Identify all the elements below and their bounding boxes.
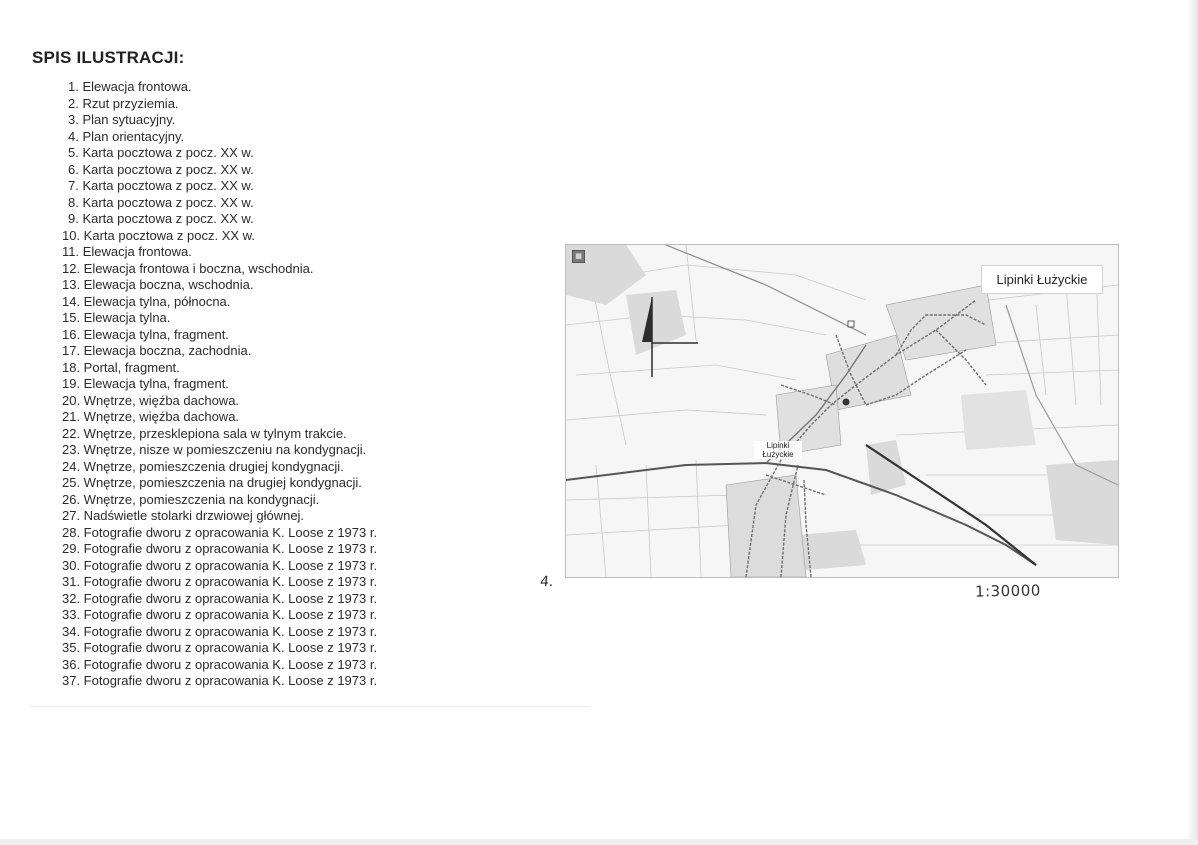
list-item: 9. Karta pocztowa z pocz. XX w.	[68, 211, 254, 226]
scan-edge-bottom	[0, 839, 1198, 845]
list-item: 13. Elewacja boczna, wschodnia.	[62, 277, 254, 292]
list-item: 31. Fotografie dworu z opracowania K. Loose z 1973 r.	[62, 574, 378, 589]
list-item: 32. Fotografie dworu z opracowania K. Loose z 1973 r.	[62, 590, 378, 606]
list-item: 27. Nadświetle stolarki drzwiowej głównej.	[62, 508, 305, 523]
list-item: 18. Portal, fragment.	[62, 359, 180, 375]
list-item: 35. Fotografie dworu z opracowania K. Loose z 1973 r.	[62, 640, 378, 655]
map-scale: 1:30000	[974, 581, 1041, 601]
map-graphic	[566, 245, 1118, 577]
faint-scan-line	[30, 706, 590, 707]
list-item: 20. Wnętrze, więźba dachowa.	[62, 392, 240, 408]
list-item: 11. Elewacja frontowa.	[62, 244, 192, 259]
list-item: 25. Wnętrze, pomieszczenia na drugiej kondygnacji.	[62, 475, 362, 490]
page-title: SPIS ILUSTRACJI:	[32, 48, 185, 67]
list-item: 21. Wnętrze, więźba dachowa.	[62, 409, 240, 424]
list-item: 2. Rzut przyziemia.	[68, 95, 179, 111]
list-item: 30. Fotografie dworu z opracowania K. Loose z 1973 r.	[62, 557, 378, 573]
list-item: 3. Plan sytuacyjny.	[68, 112, 176, 127]
list-item: 19. Elewacja tylna, fragment.	[62, 376, 229, 391]
list-item: 23. Wnętrze, nisze w pomieszczeniu na kondygnacji.	[62, 442, 367, 457]
list-item: 29. Fotografie dworu z opracowania K. Loose z 1973 r.	[62, 541, 378, 556]
list-item: 28. Fotografie dworu z opracowania K. Loose z 1973 r.	[62, 524, 378, 540]
church-marker	[843, 399, 850, 406]
list-item: 36. Fotografie dworu z opracowania K. Loose z 1973 r.	[62, 656, 378, 672]
list-item: 4. Plan orientacyjny.	[68, 128, 185, 144]
figure-number: 4.	[539, 574, 555, 590]
list-item: 10. Karta pocztowa z pocz. XX w.	[62, 227, 255, 243]
list-item: 12. Elewacja frontowa i boczna, wschodnia.	[62, 260, 314, 276]
list-item: 14. Elewacja tylna, północna.	[62, 293, 231, 309]
map-town-label-line2: Łużyckie	[762, 450, 794, 459]
list-item: 34. Fotografie dworu z opracowania K. Loose z 1973 r.	[62, 623, 378, 639]
list-item: 5. Karta pocztowa z pocz. XX w.	[68, 145, 254, 160]
map-town-label	[754, 441, 802, 459]
list-item: 7. Karta pocztowa z pocz. XX w.	[68, 178, 254, 193]
list-item: 15. Elewacja tylna.	[62, 310, 171, 325]
map-place-label: Lipinki Łużyckie	[981, 265, 1103, 294]
list-item: 22. Wnętrze, przesklepiona sala w tylnym trakcie.	[62, 425, 347, 441]
list-item: 33. Fotografie dworu z opracowania K. Loose z 1973 r.	[62, 607, 378, 622]
list-item: 26. Wnętrze, pomieszczenia na kondygnacji.	[62, 491, 320, 507]
map-town-label-line1: Lipinki	[766, 441, 790, 450]
list-item: 16. Elewacja tylna, fragment.	[62, 326, 229, 342]
station-marker	[848, 321, 854, 327]
map-layer-icon: ▦	[572, 250, 585, 263]
illustration-list	[0, 79, 500, 699]
list-item: 6. Karta pocztowa z pocz. XX w.	[68, 161, 254, 177]
list-item: 37. Fotografie dworu z opracowania K. Loose z 1973 r.	[62, 673, 378, 688]
list-item: 17. Elewacja boczna, zachodnia.	[62, 343, 252, 358]
list-item: 1. Elewacja frontowa.	[68, 79, 192, 94]
list-item: 24. Wnętrze, pomieszczenia drugiej kondygnacji.	[62, 458, 344, 474]
list-item: 8. Karta pocztowa z pocz. XX w.	[68, 194, 254, 210]
orientation-map	[565, 244, 1119, 578]
scan-edge-right	[1186, 0, 1198, 845]
